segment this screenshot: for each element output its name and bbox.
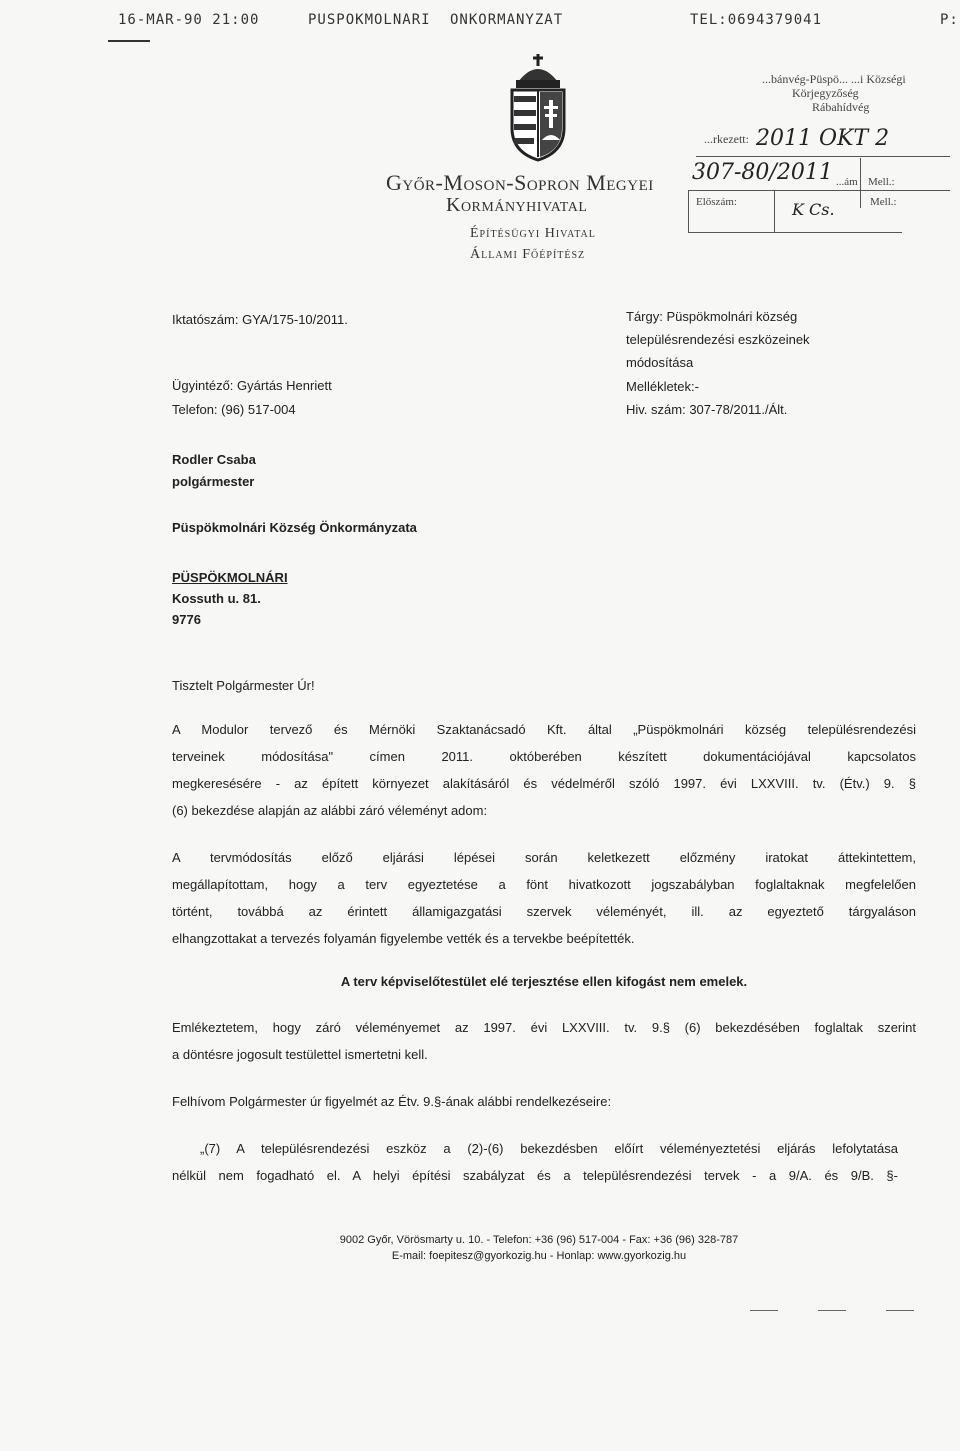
recipient-town: PÜSPÖKMOLNÁRI [172,570,288,585]
scan-mark [818,1310,846,1311]
stamp-divider [688,190,689,232]
quote-line: „(7) A településrendezési eszköz a (2)-(6) bekezdésben előírt véleményeztetési eljárás lefolytatása [200,1141,898,1156]
stamp-received-label: ...rkezett: [704,132,749,146]
stamp-handwritten-initials: K Cs. [792,200,835,219]
paragraph-4: Felhívom Polgármester úr figyelmét az Étv. 9.§-ának alábbi rendelkezéseire: [172,1094,612,1109]
paragraph-line: A tervmódosítás előző eljárási lépései során keletkezett előzmény iratokat áttekintettem, [172,850,916,865]
targy-line3: módosítása [626,355,694,370]
paragraph-2 [172,844,916,952]
fax-org: ONKORMANYZAT [450,12,564,28]
letterhead-title-line1: Győr-Moson-Sopron Megyei [386,170,654,195]
mellekletek: Mellékletek:- [626,379,699,394]
targy-line1: Tárgy: Püspökmolnári község [626,309,798,324]
salutation: Tisztelt Polgármester Úr! [172,678,315,693]
recipient-street: Kossuth u. 81. [172,591,261,606]
scan-mark [886,1310,914,1311]
paragraph-line: a döntésre jogosult testülettel ismertetni kell. [172,1047,428,1062]
paragraph-line: történt, továbbá az érintett államigazgatási szervek véleményét, ill. az egyeztető tárgyaláson [172,904,916,919]
paragraph-line: megállapítottam, hogy a terv egyeztetése a fönt hivatkozott jogszabályban foglaltaknak megfelelően [172,877,916,892]
stamp-szam-label: ...ám [836,176,858,188]
footer-contact: E-mail: foepitesz@gyorkozig.hu - Honlap: www.gyorkozig.hu [391,1250,687,1262]
stamp-rule [688,232,902,233]
paragraph-1 [172,716,916,824]
stamp-rule [696,156,950,157]
letterhead-title-line2: Kormányhivatal [446,194,588,216]
scan-mark [750,1310,778,1311]
stamp-rule [688,190,950,191]
letterhead-office-line2: Állami Főépítész [470,247,586,262]
stamp-pre-number-label: Előszám: [696,196,737,208]
received-stamp [688,66,950,232]
fax-datetime: 16-MAR-90 21:00 [118,12,260,28]
decision-statement: A terv képviselőtestület elé terjesztése ellen kifogást nem emelek. [340,974,748,989]
paragraph-3 [172,1014,916,1068]
stamp-filing-number: 307-80/2011 [692,160,833,185]
recipient-name: Rodler Csaba [172,452,256,467]
telefon: Telefon: (96) 517-004 [172,402,296,417]
stamp-divider [860,158,861,208]
paragraph-line: A Modulor tervező és Mérnöki Szaktanácsadó Kft. által „Püspökmolnári község településrendezési [172,722,916,737]
quote-line: nélkül nem fogadható el. A helyi építési szabályzat és a településrendezési tervek - a 9/A. és 9/B. §- [172,1168,898,1183]
hungarian-coat-of-arms-icon [504,52,572,162]
footer-address: 9002 Győr, Vörösmarty u. 10. - Telefon: +36 (96) 517-004 - Fax: +36 (96) 328-787 [339,1234,739,1246]
stamp-line1: ...bánvég-Püspö... ...i Községi [762,72,906,86]
stamp-line3: Rábahídvég [812,100,870,114]
stamp-attachment-label2: Mell.: [870,196,897,208]
fax-mark [108,40,150,42]
hiv-szam: Hiv. szám: 307-78/2011./Ált. [626,402,788,417]
recipient-org: Püspökmolnári Község Önkormányzata [172,520,417,535]
paragraph-line: elhangzottakat a tervezés folyamán figyelembe vették és a tervekbe beépítették. [172,931,635,946]
legal-quote [172,1135,898,1189]
letterhead-office-line1: Építésügyi Hivatal [470,226,596,241]
paragraph-line: terveinek módosítása" címen 2011. októberében készített dokumentációjával kapcsolatos [172,749,916,764]
ugyintezo: Ügyintéző: Gyártás Henriett [172,378,332,393]
recipient-role: polgármester [172,474,255,489]
stamp-attachment-label1: Mell.: [868,176,895,188]
fax-sender: PUSPOKMOLNARI [308,12,431,28]
stamp-received-date: 2011 OKT 2 [756,126,890,151]
fax-page: P: [940,12,959,28]
paragraph-line: (6) bekezdése alapján az alábbi záró véleményt adom: [172,803,488,818]
stamp-line2: Körjegyzőség [792,86,859,100]
fax-tel: TEL:0694379041 [690,12,823,28]
paragraph-line: megkeresésére - az épített környezet alakításáról és védelméről szóló 1997. évi LXXVIII. tv. (Étv.) 9. § [172,776,916,791]
recipient-zip: 9776 [172,612,201,627]
targy-line2: településrendezési eszközeinek [626,332,810,347]
iktatoszam: Iktatószám: GYA/175-10/2011. [172,312,348,327]
stamp-divider [774,190,775,232]
paragraph-line: Emlékeztetem, hogy záró véleményemet az 1997. évi LXXVIII. tv. 9.§ (6) bekezdésében foglaltak szerint [172,1020,916,1035]
